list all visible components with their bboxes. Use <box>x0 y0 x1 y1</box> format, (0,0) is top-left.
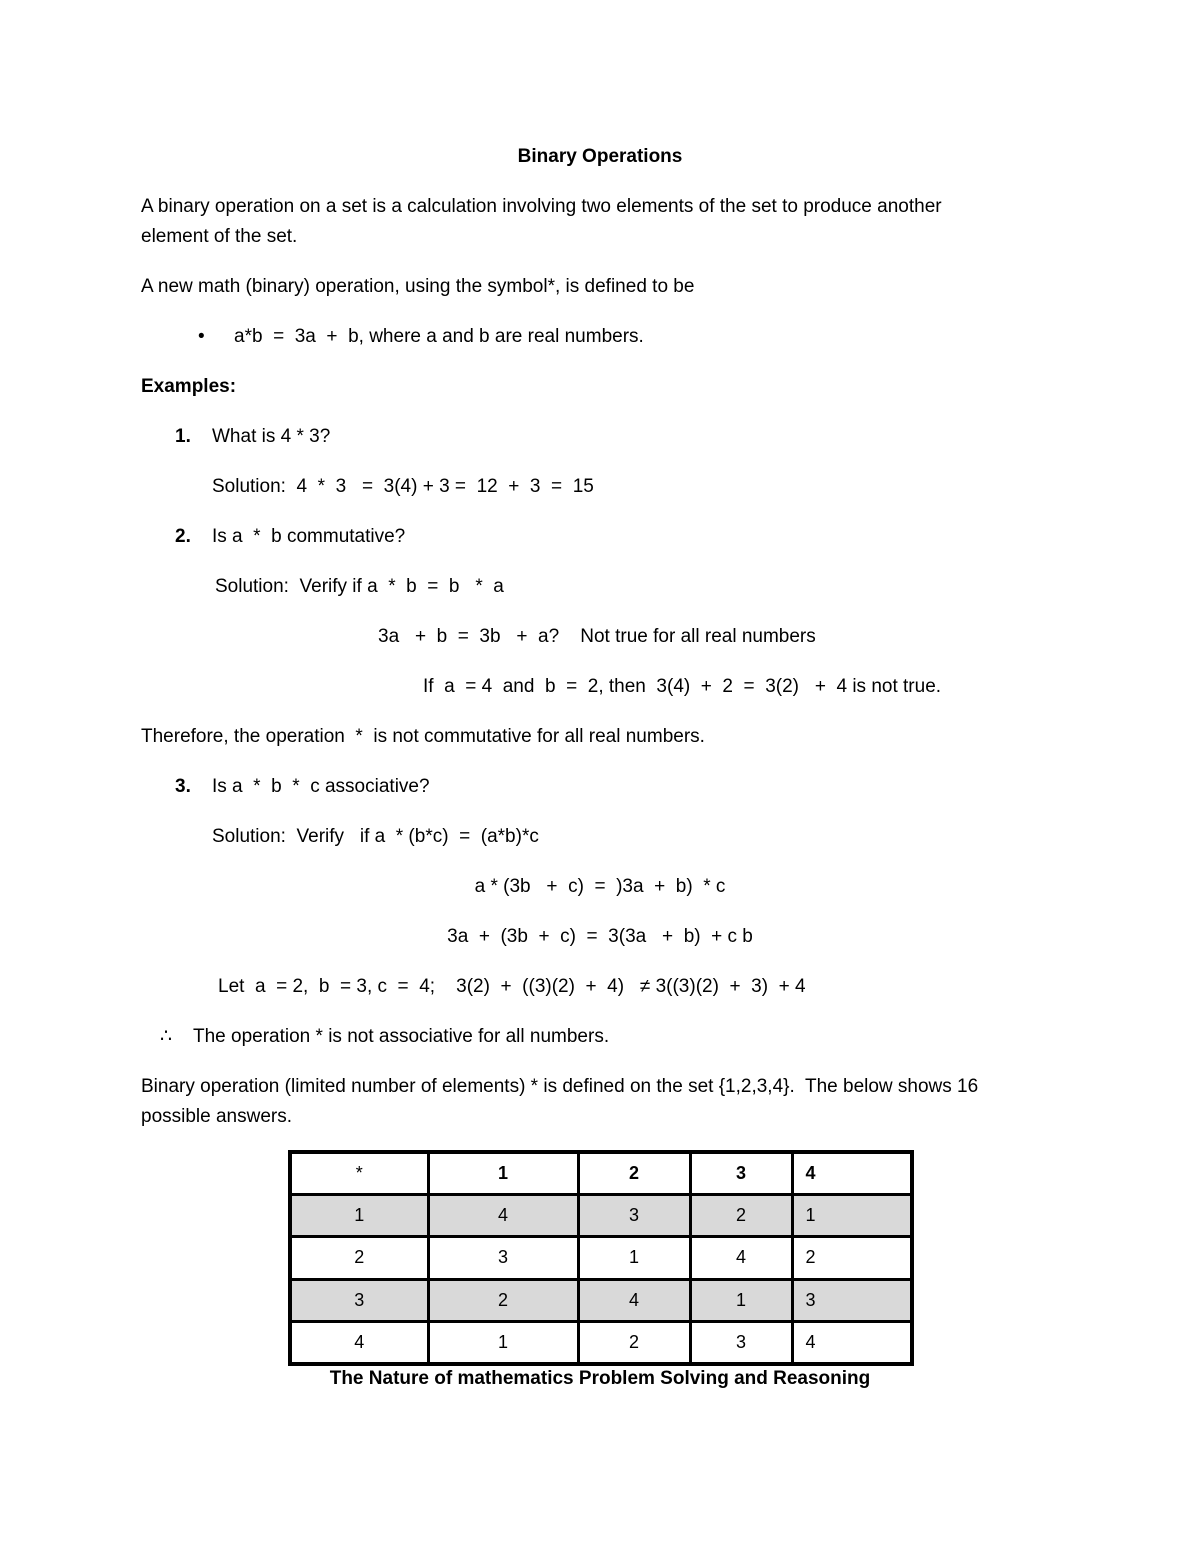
table-header-row <box>290 1152 912 1195</box>
example-3-number: 3. <box>175 776 191 797</box>
definition-text: a*b = 3a + b, where a and b are real numbers. <box>234 326 644 347</box>
commutative-conclusion: Therefore, the operation * is not commutative for all real numbers. <box>141 726 705 747</box>
bullet-marker: • <box>198 326 205 347</box>
example-2-step-1: 3a + b = 3b + a? Not true for all real numbers <box>378 626 816 647</box>
table-cell: 3 <box>792 1279 912 1321</box>
example-3-solution: Solution: Verify if a * (b*c) = (a*b)*c <box>212 826 539 847</box>
associative-conclusion: The operation * is not associative for all numbers. <box>193 1026 610 1047</box>
new-operation-text: A new math (binary) operation, using the symbol*, is defined to be <box>141 276 695 297</box>
page-title: Binary Operations <box>517 146 683 167</box>
table-cell: 3 <box>690 1321 792 1364</box>
intro-line-2: element of the set. <box>141 226 298 247</box>
examples-heading: Examples: <box>141 376 237 397</box>
table-row <box>290 1195 912 1237</box>
example-2-step-2: If a = 4 and b = 2, then 3(4) + 2 = 3(2) + 4 is not true. <box>423 676 942 697</box>
table-cell: 4 <box>792 1321 912 1364</box>
table-row <box>290 1237 912 1279</box>
table-caption: The Nature of mathematics Problem Solving and Reasoning <box>329 1368 871 1389</box>
example-1-question: What is 4 * 3? <box>212 426 331 447</box>
therefore-symbol: ∴ <box>160 1026 173 1047</box>
operation-table <box>288 1150 914 1366</box>
example-3-step-2: 3a + (3b + c) = 3(3a + b) + c b <box>447 926 753 947</box>
example-2-number: 2. <box>175 526 191 547</box>
example-1-solution: Solution: 4 * 3 = 3(4) + 3 = 12 + 3 = 15 <box>212 476 594 497</box>
example-3-step-1: a * (3b + c) = )3a + b) * c <box>474 876 726 897</box>
table-cell: 3 <box>578 1195 690 1237</box>
table-cell: 1 <box>290 1195 428 1237</box>
example-3-question: Is a * b * c associative? <box>212 776 430 797</box>
table-header-cell: * <box>290 1152 428 1195</box>
table-cell: 3 <box>428 1237 578 1279</box>
table-cell: 1 <box>428 1321 578 1364</box>
table-cell: 2 <box>792 1237 912 1279</box>
table-header-cell: 2 <box>578 1152 690 1195</box>
table-cell: 4 <box>578 1279 690 1321</box>
table-cell: 3 <box>290 1279 428 1321</box>
table-cell: 1 <box>690 1279 792 1321</box>
limited-set-line-2: possible answers. <box>141 1106 293 1127</box>
limited-set-line-1: Binary operation (limited number of elements) * is defined on the set {1,2,3,4}. The below shows 16 <box>141 1076 979 1097</box>
table-cell: 4 <box>290 1321 428 1364</box>
table-cell: 2 <box>578 1321 690 1364</box>
table-cell: 1 <box>792 1195 912 1237</box>
table-cell: 2 <box>690 1195 792 1237</box>
intro-line-1: A binary operation on a set is a calculation involving two elements of the set to produce another <box>141 196 942 217</box>
table-header-cell: 3 <box>690 1152 792 1195</box>
example-3-step-3: Let a = 2, b = 3, c = 4; 3(2) + ((3)(2) + 4) ≠ 3((3)(2) + 3) + 4 <box>218 976 806 997</box>
table-cell: 1 <box>578 1237 690 1279</box>
table-header-cell: 1 <box>428 1152 578 1195</box>
table-row <box>290 1321 912 1364</box>
example-1-number: 1. <box>175 426 191 447</box>
table-cell: 4 <box>690 1237 792 1279</box>
example-2-solution: Solution: Verify if a * b = b * a <box>215 576 504 597</box>
table-row <box>290 1279 912 1321</box>
table-header-cell: 4 <box>792 1152 912 1195</box>
table-cell: 2 <box>428 1279 578 1321</box>
example-2-question: Is a * b commutative? <box>212 526 406 547</box>
table-cell: 2 <box>290 1237 428 1279</box>
table-cell: 4 <box>428 1195 578 1237</box>
